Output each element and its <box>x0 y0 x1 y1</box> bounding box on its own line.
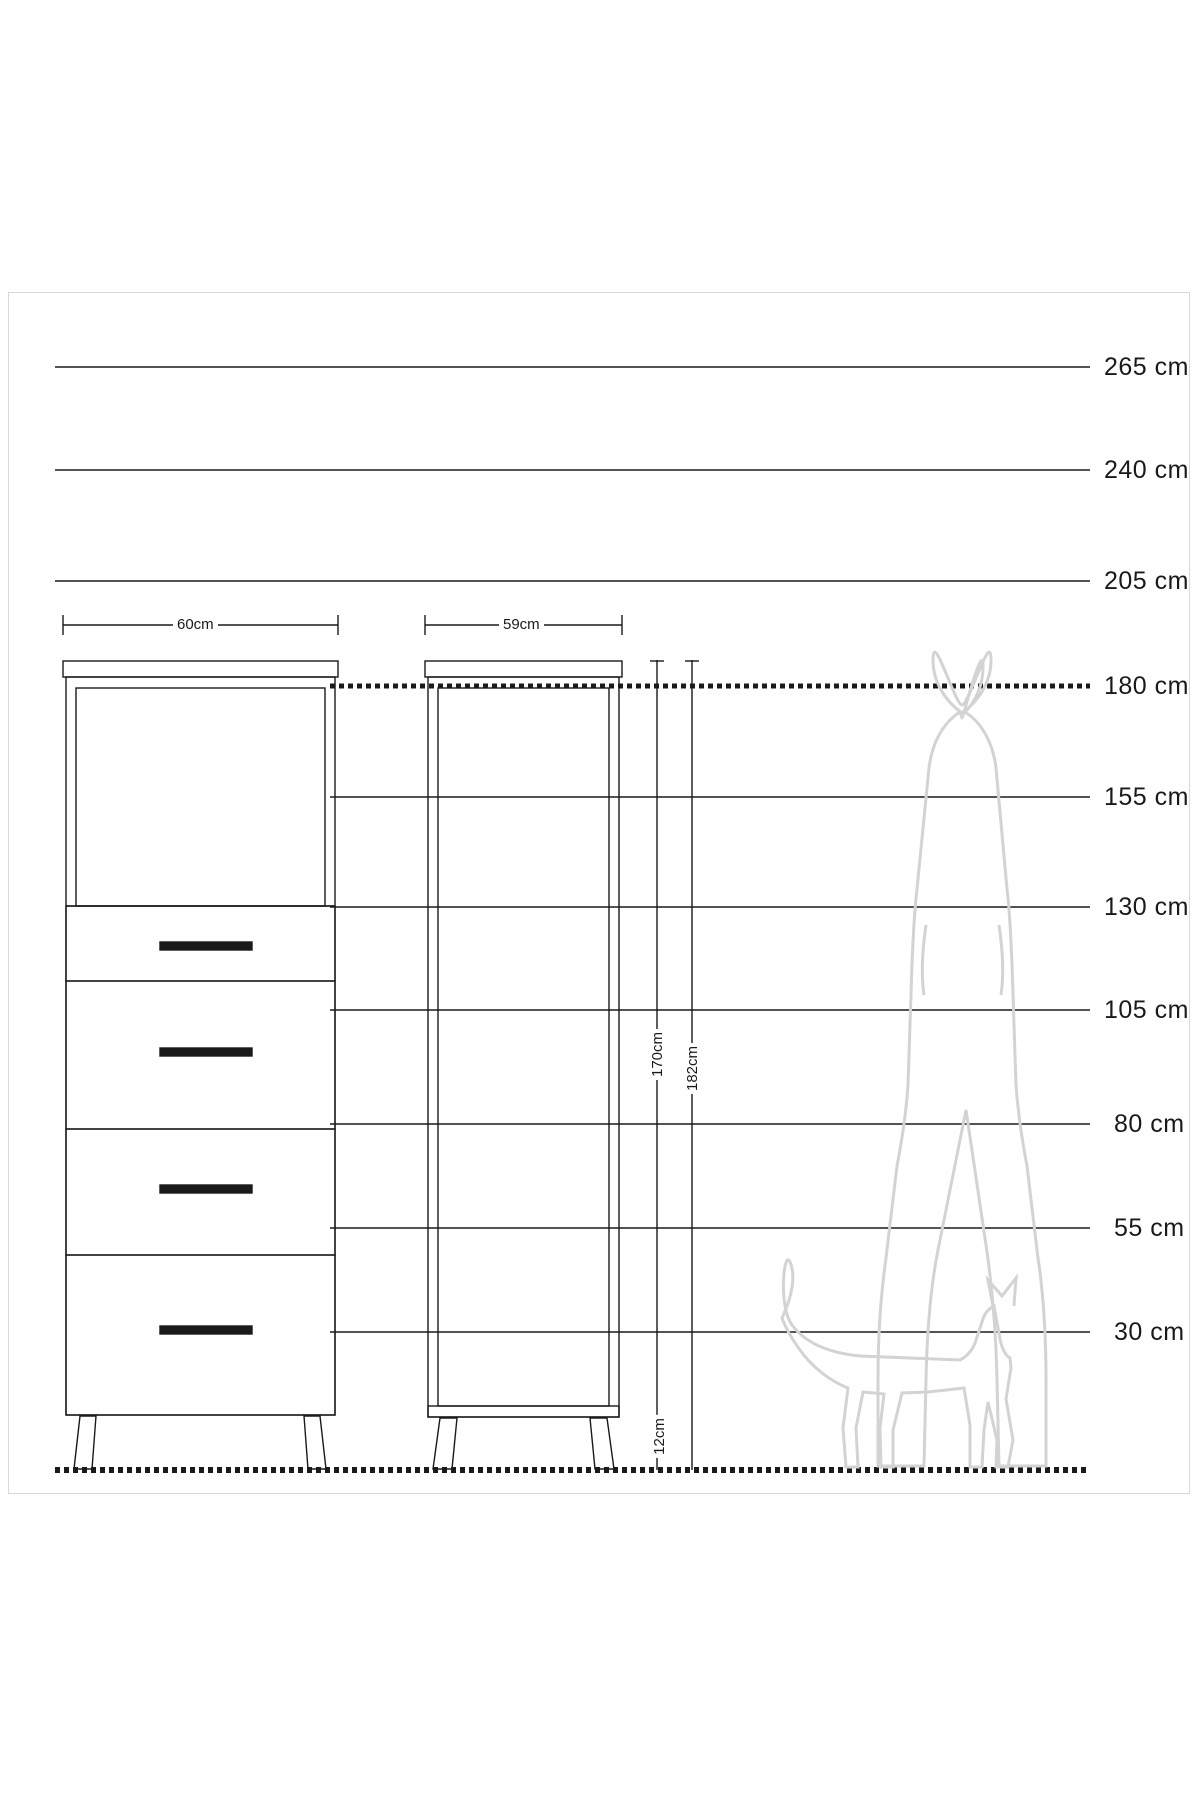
width-label-59: 59cm <box>499 616 544 633</box>
height-label-12: 12cm <box>651 1415 668 1458</box>
tall-cabinet <box>425 661 622 1469</box>
width-label-60: 60cm <box>173 616 218 633</box>
scale-label-155: 155 cm <box>1104 783 1189 811</box>
scale-label-55: 55 cm <box>1114 1214 1185 1242</box>
scale-label-80: 80 cm <box>1114 1110 1185 1138</box>
scale-label-240: 240 cm <box>1104 456 1189 484</box>
height-label-182: 182cm <box>684 1043 701 1094</box>
cabinet-with-drawers <box>63 661 338 1469</box>
scale-label-105: 105 cm <box>1104 996 1189 1024</box>
cat-silhouette <box>782 1260 1016 1467</box>
height-label-170: 170cm <box>649 1029 666 1080</box>
scale-label-265: 265 cm <box>1104 353 1189 381</box>
scale-label-130: 130 cm <box>1104 893 1189 921</box>
scale-label-205: 205 cm <box>1104 567 1189 595</box>
scale-label-30: 30 cm <box>1114 1318 1185 1346</box>
human-silhouette <box>878 652 1046 1466</box>
scale-label-180: 180 cm <box>1104 672 1189 700</box>
